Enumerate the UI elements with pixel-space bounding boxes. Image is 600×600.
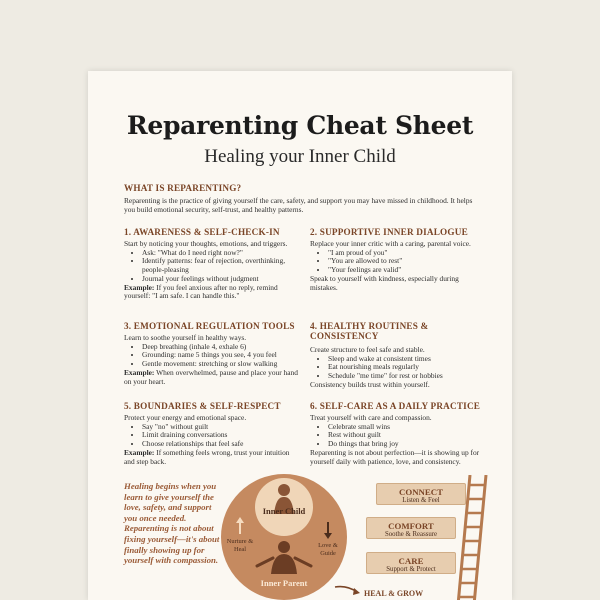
list-item: • Journal your feelings without judgment — [142, 275, 300, 284]
section-2-body — [310, 240, 486, 292]
list-item: • Ask: "What do I need right now?" — [142, 249, 300, 258]
list-item: • "I am proud of you" — [328, 249, 486, 258]
list-item: • Grounding: name 5 things you see, 4 you feel — [142, 351, 300, 360]
section-1-list — [124, 249, 300, 284]
heal-grow-label: HEAL & GROW — [364, 589, 424, 598]
section-6-tail: Reparenting is not about perfection—it is showing up for yourself daily with patience, love, and consistency. — [310, 447, 480, 466]
cheat-sheet-page — [88, 71, 512, 600]
step-title: CARE — [398, 556, 424, 566]
list-item: • Deep breathing (inhale 4, exhale 6) — [142, 343, 300, 352]
step-title: COMFORT — [388, 521, 434, 531]
section-3-list — [124, 343, 300, 369]
section-1-heading: 1. AWARENESS & SELF-CHECK-IN — [124, 227, 280, 237]
section-3-example — [124, 369, 300, 386]
example-label: Example: — [124, 367, 155, 377]
section-5-list — [124, 423, 300, 449]
inner-child-parent-diagram — [221, 474, 347, 600]
section-3-heading: 3. EMOTIONAL REGULATION TOOLS — [124, 321, 295, 331]
list-item: • Sleep and wake at consistent times — [328, 355, 486, 364]
list-item: • Eat nourishing meals regularly — [328, 363, 486, 372]
page-title: Reparenting Cheat Sheet — [126, 111, 474, 140]
step-subtitle: Listen & Feel — [402, 497, 440, 504]
section-5-body — [124, 414, 300, 466]
section-4-body — [310, 346, 486, 390]
section-3-lead: Learn to soothe yourself in healthy ways. — [124, 333, 247, 342]
down-arrow-icon — [324, 522, 332, 539]
section-6-heading: 6. SELF-CARE AS A DAILY PRACTICE — [310, 401, 481, 411]
section-1-body — [124, 240, 300, 301]
step-subtitle: Support & Protect — [386, 566, 436, 573]
step-subtitle: Soothe & Reassure — [384, 531, 438, 538]
list-item: • Celebrate small wins — [328, 423, 490, 432]
list-item: • Say "no" without guilt — [142, 423, 300, 432]
intro-heading: WHAT IS REPARENTING? — [124, 183, 242, 193]
section-3-body — [124, 334, 300, 386]
inner-child-label: Inner Child — [262, 506, 306, 516]
section-2-heading: 2. SUPPORTIVE INNER DIALOGUE — [310, 227, 468, 237]
section-1-lead: Start by noticing your thoughts, emotions, and triggers. — [124, 239, 288, 248]
section-5-heading: 5. BOUNDARIES & SELF-RESPECT — [124, 401, 281, 411]
section-4-tail: Consistency builds trust within yourself. — [310, 379, 430, 389]
ladder-icon — [452, 475, 492, 600]
section-5-example — [124, 449, 300, 466]
up-arrow-icon — [236, 517, 244, 534]
list-item: • "You are allowed to rest" — [328, 257, 486, 266]
page-subtitle: Healing your Inner Child — [204, 146, 396, 167]
step-comfort — [366, 517, 456, 539]
section-1-example — [124, 284, 300, 301]
list-item: • Do things that bring joy — [328, 440, 490, 449]
nurture-heal-label: Nurture & Heal — [226, 538, 254, 553]
example-label: Example: — [124, 447, 155, 457]
section-4-list — [310, 355, 486, 381]
healing-quote: Healing begins when you learn to give yourself the love, safety, and support you once needed. Reparenting is not about fixing yourself—it's about finally showing up for yourself with compassion. — [124, 481, 220, 566]
section-4-lead: Create structure to feel safe and stable. — [310, 345, 425, 354]
list-item: • Limit draining conversations — [142, 431, 300, 440]
section-4-heading: 4. HEALTHY ROUTINES & CONSISTENCY — [310, 321, 429, 341]
example-label: Example: — [124, 282, 155, 292]
curved-arrow-icon — [333, 583, 363, 597]
intro-text: Reparenting is the practice of giving yourself the care, safety, and support you may have missed in childhood. It helps you build emotional security, self-trust, and healthy patterns. — [124, 196, 473, 214]
section-6-body — [310, 414, 490, 466]
section-6-list — [310, 423, 490, 449]
list-item: • Identify patterns: fear of rejection, overthinking, people-pleasing — [142, 257, 300, 274]
list-item: • Gentle movement: stretching or slow walking — [142, 360, 300, 369]
step-title: CONNECT — [399, 487, 443, 497]
list-item: • Choose relationships that feel safe — [142, 440, 300, 449]
section-2-tail: Speak to yourself with kindness, especially during mistakes. — [310, 273, 459, 292]
list-item: • "Your feelings are valid" — [328, 266, 486, 275]
example-text: If something feels wrong, trust your intuition and step back. — [124, 447, 290, 466]
parent-figure-icon — [257, 541, 311, 574]
step-care — [366, 552, 456, 574]
inner-parent-label: Inner Parent — [260, 578, 308, 588]
list-item: • Rest without guilt — [328, 431, 490, 440]
list-item: • Schedule "me time" for rest or hobbies — [328, 372, 486, 381]
section-6-lead: Treat yourself with care and compassion. — [310, 413, 432, 422]
section-2-list — [310, 249, 486, 275]
example-text: If you feel anxious after no reply, remind yourself: "I am safe. I can handle this." — [124, 282, 278, 301]
section-5-lead: Protect your energy and emotional space. — [124, 413, 247, 422]
love-guide-label: Love & Guide — [318, 542, 338, 557]
example-text: When overwhelmed, pause and place your hand on your heart. — [124, 367, 298, 386]
section-2-lead: Replace your inner critic with a caring, parental voice. — [310, 239, 471, 248]
